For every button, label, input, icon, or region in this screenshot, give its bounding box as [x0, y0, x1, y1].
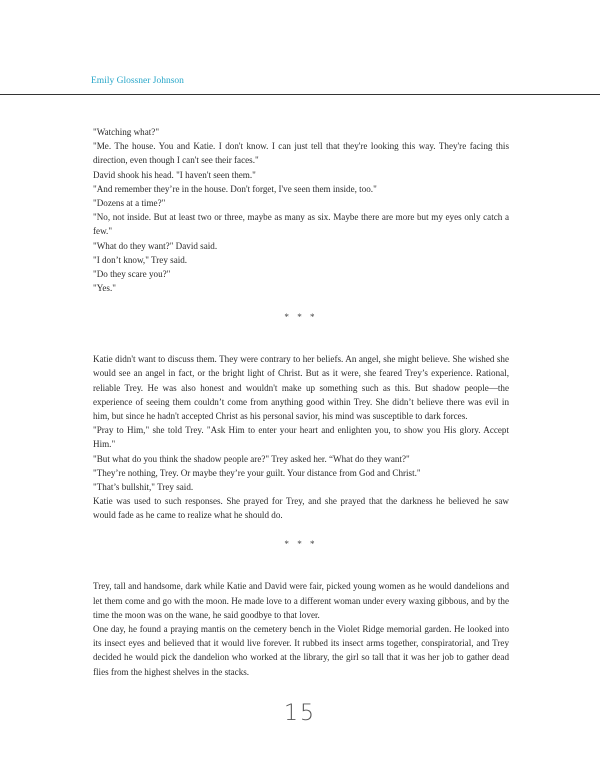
paragraph: "Watching what?"	[93, 127, 160, 137]
scene-break: * * *	[284, 538, 318, 549]
page-number: 15	[284, 701, 316, 726]
paragraph: "Yes."	[93, 283, 116, 294]
scene-break: * * *	[284, 311, 318, 322]
paragraph: "Do they scare you?"	[93, 269, 171, 280]
running-header-author: Emily Glossner Johnson	[91, 76, 184, 86]
paragraph: "Dozens at a time?"	[93, 198, 166, 209]
paragraph: "Me. The house. You and Katie. I don't know. I can just tell that they're looking this way. They're facing this direction, even though I can't see their faces."	[93, 141, 509, 166]
paragraph: Katie didn't want to discuss them. They were contrary to her beliefs. An angel, she might believe. She wished she would see an angel in fact, or the bright light of Christ. But as it were, she feared Trey’s experience. Rational, reliable Trey. He was also honest and wouldn't make up something such as this. But shadow people—the experience of seeing them couldn’t come from anything good within Trey. She didn’t believe there was evil in him, but since he hadn't accepted Christ as his personal savior, his mind was susceptible to dark forces.	[93, 354, 509, 421]
paragraph: "Pray to Him," she told Trey. "Ask Him to enter your heart and enlighten you, to show you His glory. Accept Him."	[93, 425, 509, 450]
paragraph: "That’s bullshit," Trey said.	[93, 482, 194, 493]
header-divider	[0, 94, 600, 95]
paragraph: Trey, tall and handsome, dark while Katie and David were fair, picked young women as he would dandelions and let them come and go with the moon. He made love to a different woman under every waxing gibbous, and by the time the moon was on the wane, he said goodbye to that lover.	[93, 581, 509, 620]
paragraph: David shook his head. "I haven't seen them."	[93, 169, 256, 180]
paragraph: One day, he found a praying mantis on the cemetery bench in the Violet Ridge memorial garden. He looked into its insect eyes and believed that it would live forever. It rubbed its insect arms together, conspiratorial, and Trey decided he would pick the dandelion who worked at the library, the girl so tall that it was her job to gather dead flies from the highest shelves in the stacks.	[93, 623, 509, 677]
body-text	[93, 125, 509, 679]
paragraph: "And remember they’re in the house. Don't forget, I've seen them inside, too."	[93, 183, 377, 194]
paragraph: "They’re nothing, Trey. Or maybe they’re your guilt. Your distance from God and Christ."	[93, 467, 421, 478]
paragraph: "What do they want?" David said.	[93, 240, 218, 251]
paragraph: "But what do you think the shadow people are?" Trey asked her. “What do they want?"	[93, 453, 410, 464]
paragraph: "No, not inside. But at least two or three, maybe as many as six. Maybe there are more but my eyes only catch a few."	[93, 212, 509, 237]
paragraph: Katie was used to such responses. She prayed for Trey, and she prayed that the darkness he believed he saw would fade as he came to realize what he should do.	[93, 496, 509, 521]
paragraph: "I don’t know," Trey said.	[93, 254, 188, 265]
